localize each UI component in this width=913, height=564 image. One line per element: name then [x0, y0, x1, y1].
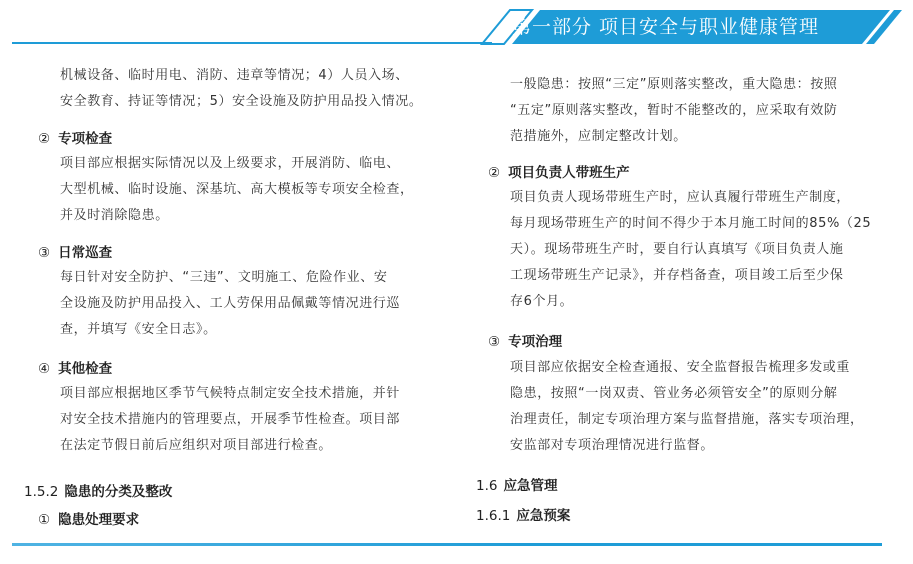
- subheading-title: 隐患处理要求: [58, 512, 140, 528]
- text-line: 天）。现场带班生产时，要自行认真填写《项目负责人施: [510, 242, 844, 257]
- subheading-special-inspection: [38, 127, 112, 147]
- page-title: 第一部分 项目安全与职业健康管理: [512, 16, 820, 38]
- text-line: 机械设备、临时用电、消防、违章等情况；4）人员入场、: [60, 68, 409, 83]
- subheading-leader-on-duty: [488, 161, 630, 181]
- section-heading-1-5-2: [24, 480, 172, 500]
- daily-patrol-paragraph: [60, 265, 400, 343]
- text-line: 范措施外，应制定整改计划。: [510, 129, 687, 144]
- subheading-title: 专项治理: [508, 334, 563, 350]
- text-line: 工现场带班生产记录》，并存档备查，项目竣工后至少保: [510, 268, 844, 283]
- footer-dots: · · · ·: [818, 538, 854, 551]
- text-line: 存6个月。: [510, 294, 574, 309]
- subheading-hazard-requirements: [38, 508, 139, 528]
- item-number: ③: [488, 334, 501, 350]
- subheading-title: 日常巡查: [58, 245, 113, 261]
- section-number: 1.6.1: [476, 508, 511, 524]
- item-number: ③: [38, 245, 51, 261]
- section-number: 1.6: [476, 478, 498, 494]
- text-line: 隐患，按照“一岗双责、管业务必须管安全”的原则分解: [510, 386, 838, 401]
- text-line: 每日针对安全防护、“三违”、文明施工、危险作业、安: [60, 270, 388, 285]
- section-title: 应急管理: [503, 478, 558, 494]
- text-line: 安监部对专项治理情况进行监督。: [510, 438, 715, 453]
- other-inspection-paragraph: [60, 381, 400, 459]
- text-line: 治理责任，制定专项治理方案与监督措施，落实专项治理，: [510, 412, 864, 427]
- subheading-other-inspection: [38, 357, 112, 377]
- text-line: 一般隐患：按照“三定”原则落实整改，重大隐患：按照: [510, 77, 838, 92]
- section-title: 隐患的分类及整改: [64, 484, 173, 500]
- subheading-title: 项目负责人带班生产: [508, 165, 630, 181]
- text-line: 项目部应根据地区季节气候特点制定安全技术措施，并针: [60, 386, 401, 401]
- section-heading-1-6: [476, 474, 557, 494]
- section-number: 1.5.2: [24, 484, 59, 500]
- text-line: 每月现场带班生产的时间不得少于本月施工时间的85%（25: [510, 216, 872, 231]
- item-number: ②: [38, 131, 51, 147]
- footer-rule: [12, 543, 882, 546]
- text-line: 项目部应依据安全检查通报、安全监督报告梳理多发或重: [510, 360, 851, 375]
- text-line: 项目部应根据实际情况以及上级要求，开展消防、临电、: [60, 156, 401, 171]
- text-line: 大型机械、临时设施、深基坑、高大模板等专项安全检查，: [60, 182, 414, 197]
- text-line: 对安全技术措施内的管理要点，开展季节性检查。项目部: [60, 412, 401, 427]
- item-number: ④: [38, 361, 51, 377]
- leader-on-duty-paragraph: [510, 185, 871, 315]
- item-number: ①: [38, 512, 51, 528]
- text-line: 查，并填写《安全日志》。: [60, 322, 217, 337]
- subheading-daily-patrol: [38, 241, 112, 261]
- text-line: 在法定节假日前后应组织对项目部进行检查。: [60, 438, 333, 453]
- left-intro-paragraph: [60, 63, 422, 115]
- subheading-special-governance: [488, 330, 562, 350]
- special-governance-paragraph: [510, 355, 864, 459]
- text-line: “五定”原则落实整改，暂时不能整改的，应采取有效防: [510, 103, 838, 118]
- text-line: 并及时消除隐患。: [60, 208, 169, 223]
- text-line: 安全教育、持证等情况；5）安全设施及防护用品投入情况。: [60, 94, 423, 109]
- text-line: 项目负责人现场带班生产时，应认真履行带班生产制度，: [510, 190, 851, 205]
- text-line: 全设施及防护用品投入、工人劳保用品佩戴等情况进行巡: [60, 296, 401, 311]
- subheading-title: 专项检查: [58, 131, 113, 147]
- subheading-title: 其他检查: [58, 361, 113, 377]
- right-intro-paragraph: [510, 72, 837, 150]
- section-heading-1-6-1: [476, 504, 570, 524]
- header-rule: [12, 42, 492, 44]
- item-number: ②: [488, 165, 501, 181]
- section-title: 应急预案: [516, 508, 571, 524]
- special-inspection-paragraph: [60, 151, 414, 229]
